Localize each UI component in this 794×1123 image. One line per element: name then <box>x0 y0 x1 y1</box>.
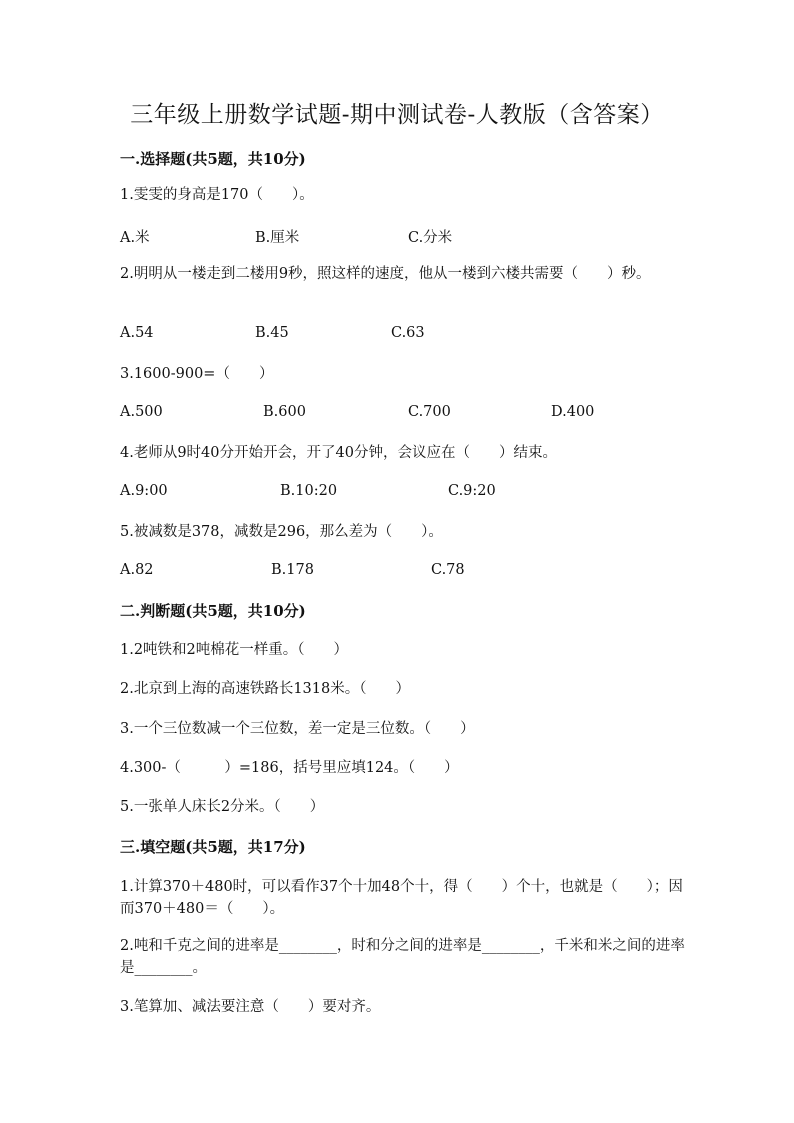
option-b: B.10:20 <box>280 483 338 499</box>
option-b: B.45 <box>255 325 289 341</box>
question-text: 5.一张单人床长2分米。（ ） <box>120 799 325 815</box>
option-a: A.9:00 <box>120 483 168 499</box>
question-text: 1.雯雯的身高是170（ ）。 <box>120 187 314 203</box>
section-heading-judgment: 二.判断题(共5题，共10分) <box>120 602 306 620</box>
option-b: B.600 <box>263 404 306 420</box>
option-a: A.82 <box>120 562 154 578</box>
option-c: C.700 <box>408 404 451 420</box>
section-heading-fill-in: 三.填空题(共5题，共17分) <box>120 838 306 856</box>
option-c: C.9:20 <box>448 483 496 499</box>
question-text: 3.笔算加、减法要注意（ ）要对齐。 <box>120 999 381 1015</box>
question-text: 3.1600-900=（ ） <box>120 366 274 382</box>
option-a: A.54 <box>120 325 154 341</box>
section-heading-choice: 一.选择题(共5题，共10分) <box>120 150 306 168</box>
question-text: 2.北京到上海的高速铁路长1318米。（ ） <box>120 681 410 697</box>
option-c: C.63 <box>391 325 425 341</box>
option-b: B.厘米 <box>255 230 300 246</box>
question-text: 4.300-（ ）=186，括号里应填124。（ ） <box>120 760 459 776</box>
question-text: 3.一个三位数减一个三位数，差一定是三位数。（ ） <box>120 721 475 737</box>
option-c: C.78 <box>431 562 465 578</box>
option-c: C.分米 <box>408 230 453 246</box>
option-d: D.400 <box>551 404 595 420</box>
page-title: 三年级上册数学试题-期中测试卷-人教版（含答案） <box>130 102 664 128</box>
question-text: 5.被减数是378，减数是296，那么差为（ ）。 <box>120 524 443 540</box>
question-text: 4.老师从9时40分开始开会，开了40分钟，会议应在（ ）结束。 <box>120 445 557 461</box>
question-text: 2.吨和千克之间的进率是________，时和分之间的进率是________，千米和米之间的进率是________。 <box>120 938 685 976</box>
option-a: A.米 <box>120 230 150 246</box>
question-text: 1.计算370＋480时，可以看作37个十加48个十，得（ ）个十，也就是（ ）；因而370＋480＝（ ）。 <box>120 879 683 917</box>
option-a: A.500 <box>120 404 163 420</box>
question-text: 2.明明从一楼走到二楼用9秒，照这样的速度，他从一楼到六楼共需要（ ）秒。 <box>120 266 651 282</box>
option-b: B.178 <box>271 562 314 578</box>
question-text: 1.2吨铁和2吨棉花一样重。（ ） <box>120 642 349 658</box>
